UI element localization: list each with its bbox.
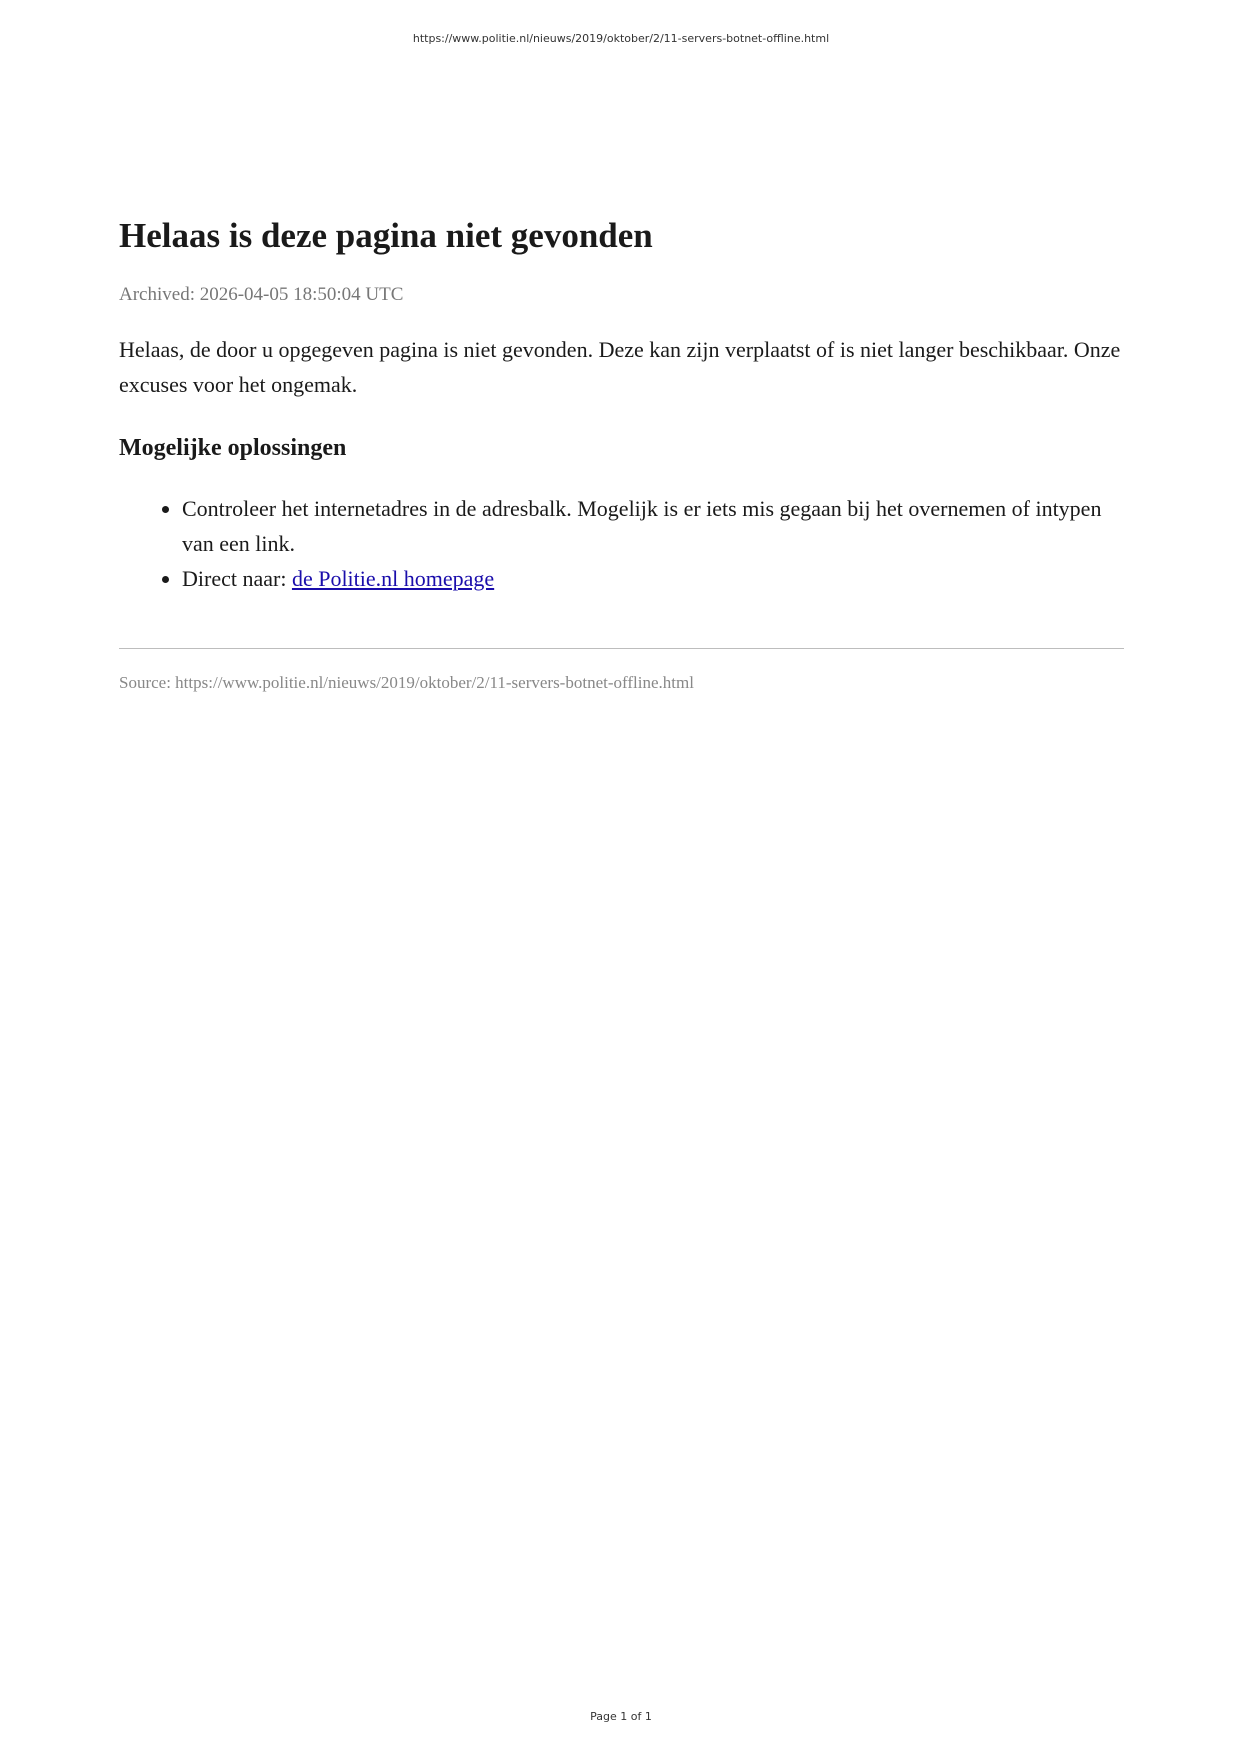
homepage-link[interactable]: de Politie.nl homepage <box>291 566 495 591</box>
solutions-list <box>119 491 1124 596</box>
page-title: Helaas is deze pagina niet gevonden <box>119 216 653 255</box>
archived-timestamp: Archived: 2026-04-05 18:50:04 UTC <box>119 284 404 305</box>
solutions-heading: Mogelijke oplossingen <box>119 435 347 461</box>
source-url: Source: https://www.politie.nl/nieuws/2019/oktober/2/11-servers-botnet-offline.html <box>119 673 694 692</box>
print-header-url: https://www.politie.nl/nieuws/2019/oktober/2/11-servers-botnet-offline.html <box>412 32 830 45</box>
intro-paragraph: Helaas, de door u opgegeven pagina is niet gevonden. Deze kan zijn verplaatst of is niet langer beschikbaar. Onze excuses voor het ongemak. <box>119 337 1121 397</box>
direct-link-prefix: Direct naar: <box>182 566 292 591</box>
list-item-direct-link <box>182 561 1124 596</box>
divider <box>119 648 1124 649</box>
list-item-check-address: • Controleer het internetadres in de adresbalk. Mogelijk is er iets mis gegaan bij het overnemen of intypen van een link. <box>182 491 1124 561</box>
page-number: Page 1 of 1 <box>590 1710 652 1723</box>
article-content <box>119 212 1124 695</box>
